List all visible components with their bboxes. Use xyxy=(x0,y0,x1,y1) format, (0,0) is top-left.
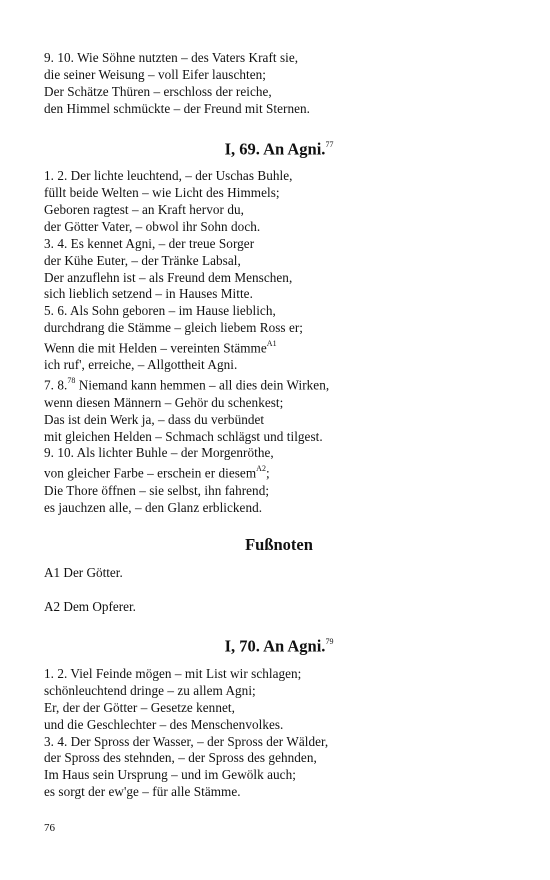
hymn-title-text: I, 69. An Agni. xyxy=(224,139,326,159)
document-page xyxy=(44,50,514,801)
verse-line: 3. 4. Der Spross der Wasser, – der Spross der Wälder, xyxy=(44,733,329,749)
verse-text: Wenn die mit Helden – vereinten Stämme xyxy=(44,340,267,356)
verse-line: 9. 10. Als lichter Buhle – der Morgenröthe, xyxy=(44,445,274,461)
intro-stanza xyxy=(44,50,514,118)
verse-line: 5. 6. Als Sohn geboren – im Hause lieblich, xyxy=(44,303,276,319)
verse-text: von gleicher Farbe – erschein er diesem xyxy=(44,465,257,481)
verse-line: und die Geschlechter – des Menschenvolkes. xyxy=(44,716,284,732)
verse-line: 3. 4. Es kennet Agni, – der treue Sorger xyxy=(44,235,255,251)
verse-line xyxy=(44,462,514,482)
verse-line: 1. 2. Viel Feinde mögen – mit List wir schlagen; xyxy=(44,665,302,681)
footnotes-title: Fußnoten xyxy=(245,535,313,555)
footnotes-list xyxy=(44,564,514,615)
footnote-ref[interactable]: A2 xyxy=(256,464,267,474)
verse-line: 1. 2. Der lichte leuchtend, – der Uschas Buhle, xyxy=(44,168,293,184)
verse-line: schönleuchtend dringe – zu allem Agni; xyxy=(44,682,256,698)
verse-line: den Himmel schmückte – der Freund mit Sternen. xyxy=(44,100,310,116)
verse-line: sich lieblich setzend – in Hauses Mitte. xyxy=(44,286,253,302)
verse-line: mit gleichen Helden – Schmach schlägst und tilgest. xyxy=(44,428,323,444)
footnote-ref[interactable]: 79 xyxy=(325,637,334,647)
footnote-item: A1 Der Götter. xyxy=(44,565,123,581)
verse-line: füllt beide Welten – wie Licht des Himmels; xyxy=(44,185,280,201)
footnote-ref[interactable]: 78 xyxy=(67,376,76,386)
hymn-70-title xyxy=(44,633,514,657)
footnote-ref[interactable]: 77 xyxy=(325,139,334,149)
hymn-title-text: I, 70. An Agni. xyxy=(224,636,326,656)
verse-line: der Kühe Euter, – der Tränke Labsal, xyxy=(44,252,241,268)
verse-punctuation: ; xyxy=(266,465,270,481)
verse-line: es jauchzen alle, – den Glanz erblickend. xyxy=(44,499,263,515)
verse-text: Niemand kann hemmen – all dies dein Wirken, xyxy=(75,377,330,393)
verse-line: durchdrang die Stämme – gleich liebem Ross er; xyxy=(44,320,304,336)
verse-number: 7. 8. xyxy=(44,377,68,393)
hymn-70-verses xyxy=(44,666,514,801)
verse-line: Der Schätze Thüren – erschloss der reiche, xyxy=(44,83,272,99)
verse-line: Der anzuflehn ist – als Freund dem Menschen, xyxy=(44,269,293,285)
verse-line: ich ruf', erreiche, – Allgottheit Agni. xyxy=(44,357,238,373)
verse-line: 9. 10. Wie Söhne nutzten – des Vaters Kraft sie, xyxy=(44,50,299,65)
verse-line: wenn diesen Männern – Gehör du schenkest; xyxy=(44,394,284,410)
verse-line: Die Thore öffnen – sie selbst, ihn fahrend; xyxy=(44,482,270,498)
footnote-spacer xyxy=(44,581,514,598)
verse-line: der Spross des stehnden, – der Spross des gehnden, xyxy=(44,750,317,766)
footnote-ref[interactable]: A1 xyxy=(266,339,277,349)
verse-line: Geboren ragtest – an Kraft hervor du, xyxy=(44,201,244,217)
verse-line: Das ist dein Werk ja, – dass du verbündet xyxy=(44,411,265,427)
verse-line: Er, der der Götter – Gesetze kennet, xyxy=(44,699,235,715)
verse-line xyxy=(44,374,514,394)
page-number: 76 xyxy=(44,822,55,834)
hymn-69-verses xyxy=(44,168,514,516)
verse-line: es sorgt der ew'ge – für alle Stämme. xyxy=(44,784,241,800)
verse-line xyxy=(44,337,514,357)
footnote-item: A2 Dem Opferer. xyxy=(44,599,136,615)
verse-line: die seiner Weisung – voll Eifer lauschten; xyxy=(44,66,266,82)
hymn-69-title xyxy=(44,136,514,160)
verse-line: Im Haus sein Ursprung – und im Gewölk auch; xyxy=(44,767,296,783)
verse-line: der Götter Vater, – obwol ihr Sohn doch. xyxy=(44,218,261,234)
